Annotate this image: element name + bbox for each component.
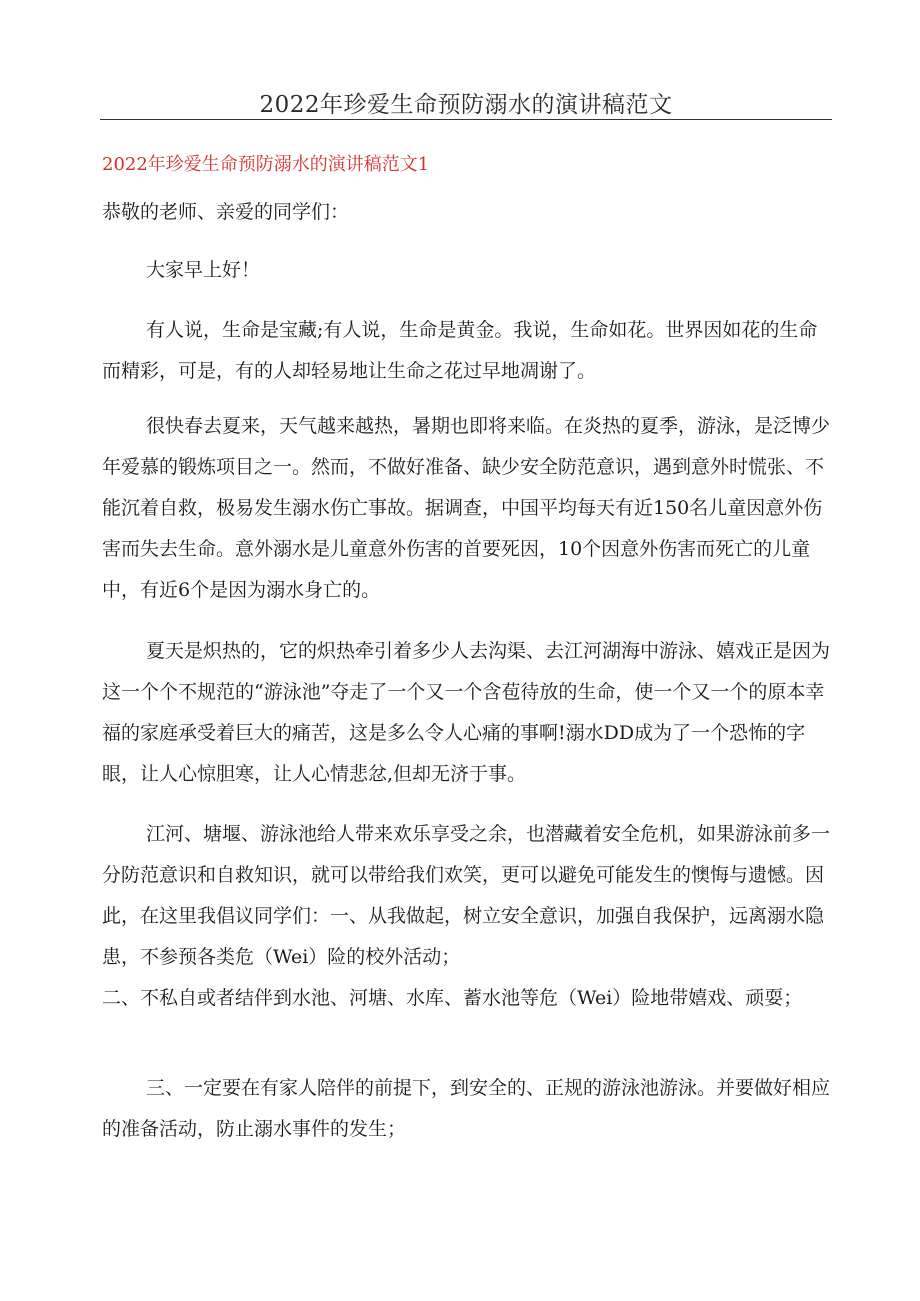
section-subtitle: 2022年珍爱生命预防溺水的演讲稿范文1 <box>102 154 430 175</box>
paragraph: 三、一定要在有家人陪伴的前提下，到安全的、正规的游泳池游泳。并要做好相应的准备活动，防止溺水事件的发生； <box>102 1077 831 1140</box>
paragraph: 很快春去夏来，天气越来越热，暑期也即将来临。在炎热的夏季，游泳，是泛博少年爱慕的锻炼项目之一。然而，不做好准备、缺少安全防范意识，遇到意外时慌张、不能沉着自救，极易发生溺水伤亡事故。据调查，中国平均每天有近150名儿童因意外伤害而失去生命。意外溺水是儿童意外伤害的首要死因，10个因意外伤害而死亡的儿童中，有近6个是因为溺水身亡的。 <box>102 415 831 601</box>
document-title: 2022年珍爱生命预防溺水的演讲稿范文 <box>259 92 673 118</box>
paragraph: 江河、塘堰、游泳池给人带来欢乐享受之余，也潜藏着安全危机，如果游泳前多一分防范意识和自救知识，就可以带给我们欢笑，更可以避免可能发生的懊悔与遗憾。因此，在这里我倡议同学们：一、从我做起，树立安全意识，加强自我保护，远离溺水隐患，不参预各类危（Wei）险的校外活动； <box>102 823 831 968</box>
title-rule <box>100 119 832 120</box>
greeting: 大家早上好！ <box>146 259 261 281</box>
paragraph: 夏天是炽热的，它的炽热牵引着多少人去沟渠、去江河湖海中游泳、嬉戏正是因为这一个个不规范的“游泳池”夺走了一个又一个含苞待放的生命，使一个又一个的原本幸福的家庭承受着巨大的痛苦，这是多么令人心痛的事啊!溺水DD成为了一个恐怖的字眼，让人心惊胆寒，让人心情悲忿,但却无济于事。 <box>102 640 831 785</box>
salutation: 恭敬的老师、亲爱的同学们： <box>102 201 350 223</box>
paragraph: 有人说，生命是宝藏;有人说，生命是黄金。我说，生命如花。世界因如花的生命而精彩，可是，有的人却轻易地让生命之花过早地凋谢了。 <box>102 319 818 382</box>
paragraph: 二、不私自或者结伴到水池、河塘、水库、蓄水池等危（Wei）险地带嬉戏、顽耍； <box>102 987 803 1009</box>
